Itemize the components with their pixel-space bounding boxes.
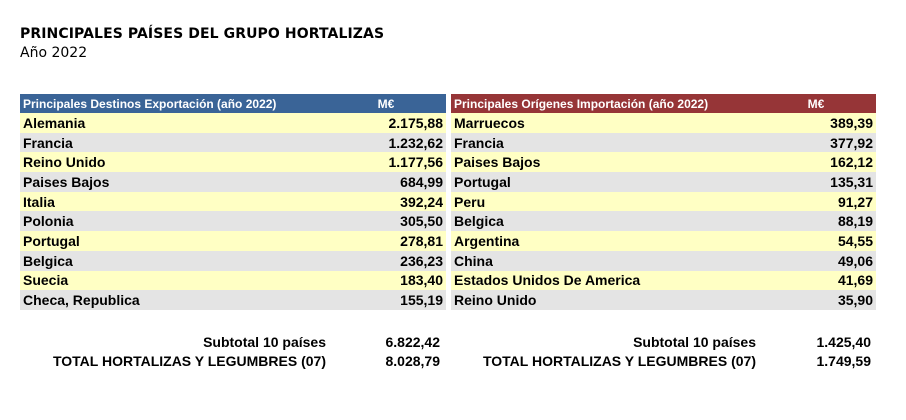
export-total-label: TOTAL HORTALIZAS Y LEGUMBRES (07) (52, 353, 326, 369)
export-country-value: 183,40 (400, 272, 443, 289)
import-table-row (451, 192, 876, 212)
export-country-value: 155,19 (400, 292, 443, 309)
import-country-value: 54,55 (837, 232, 873, 249)
export-country-name: Alemania (23, 114, 86, 131)
export-header-label: Principales Destinos Exportación (año 2022) (23, 96, 277, 111)
import-country-value: 91,27 (837, 193, 873, 210)
import-country-value: 389,39 (830, 114, 873, 131)
import-country-name: Paises Bajos (454, 154, 541, 171)
export-country-value: 305,50 (400, 213, 443, 230)
import-country-name: China (454, 252, 493, 269)
export-country-value: 236,23 (400, 252, 443, 269)
import-country-name: Argentina (454, 232, 520, 249)
import-country-value: 41,69 (837, 272, 873, 289)
export-table-header (20, 94, 446, 113)
import-subtotal-value: 1.425,40 (816, 334, 871, 350)
export-table (20, 94, 446, 310)
export-subtotal-label: Subtotal 10 países (203, 334, 326, 350)
import-country-value: 377,92 (830, 134, 873, 151)
export-subtotal-value: 6.822,42 (385, 334, 440, 350)
import-table-row (451, 231, 876, 251)
import-header-label: Principales Orígenes Importación (año 2022) (454, 96, 709, 111)
import-table-header (451, 94, 876, 113)
export-table-row (20, 251, 446, 271)
export-table-row (20, 172, 446, 192)
export-table-row (20, 271, 446, 291)
export-table-row (20, 231, 446, 251)
export-country-name: Francia (23, 134, 73, 151)
import-country-name: Francia (454, 134, 504, 151)
import-table-row (451, 290, 876, 310)
import-total-value: 1.749,59 (816, 353, 871, 369)
import-country-name: Marruecos (454, 114, 525, 131)
export-country-value: 684,99 (400, 173, 443, 190)
page-title: PRINCIPALES PAÍSES DEL GRUPO HORTALIZAS (20, 26, 385, 42)
import-table-row (451, 133, 876, 153)
import-total-label: TOTAL HORTALIZAS Y LEGUMBRES (07) (482, 353, 756, 369)
export-country-value: 1.177,56 (388, 154, 443, 171)
import-table-row (451, 271, 876, 291)
export-country-name: Checa, Republica (23, 292, 140, 309)
export-country-value: 1.232,62 (388, 134, 443, 151)
import-table-row (451, 152, 876, 172)
import-summary (0, 334, 906, 374)
import-country-value: 49,06 (837, 252, 873, 269)
import-table (451, 94, 876, 310)
import-table-row (451, 211, 876, 231)
export-total-value: 8.028,79 (385, 353, 440, 369)
import-country-value: 162,12 (830, 154, 873, 171)
import-country-value: 35,90 (837, 292, 873, 309)
export-country-name: Polonia (23, 213, 74, 230)
export-country-value: 2.175,88 (388, 114, 443, 131)
import-header-unit: M€ (807, 96, 825, 111)
import-subtotal-label: Subtotal 10 países (633, 334, 756, 350)
import-country-name: Belgica (454, 213, 504, 230)
export-country-name: Suecia (23, 272, 69, 289)
import-country-name: Reino Unido (454, 292, 537, 309)
export-header-unit: M€ (377, 96, 395, 111)
import-table-row (451, 113, 876, 133)
export-table-row (20, 211, 446, 231)
export-country-name: Portugal (23, 232, 80, 249)
page-subtitle: Año 2022 (20, 45, 88, 61)
export-table-row (20, 290, 446, 310)
export-country-name: Reino Unido (23, 154, 106, 171)
import-country-name: Portugal (454, 173, 511, 190)
export-table-row (20, 152, 446, 172)
export-country-value: 392,24 (400, 193, 443, 210)
export-country-name: Paises Bajos (23, 173, 110, 190)
export-table-row (20, 113, 446, 133)
import-table-row (451, 172, 876, 192)
import-country-name: Estados Unidos De America (454, 272, 641, 289)
export-country-name: Italia (23, 193, 55, 210)
export-country-value: 278,81 (400, 232, 443, 249)
import-country-name: Peru (454, 193, 486, 210)
export-table-row (20, 192, 446, 212)
import-country-value: 135,31 (830, 173, 873, 190)
export-table-row (20, 133, 446, 153)
export-country-name: Belgica (23, 252, 73, 269)
import-table-row (451, 251, 876, 271)
import-country-value: 88,19 (837, 213, 873, 230)
